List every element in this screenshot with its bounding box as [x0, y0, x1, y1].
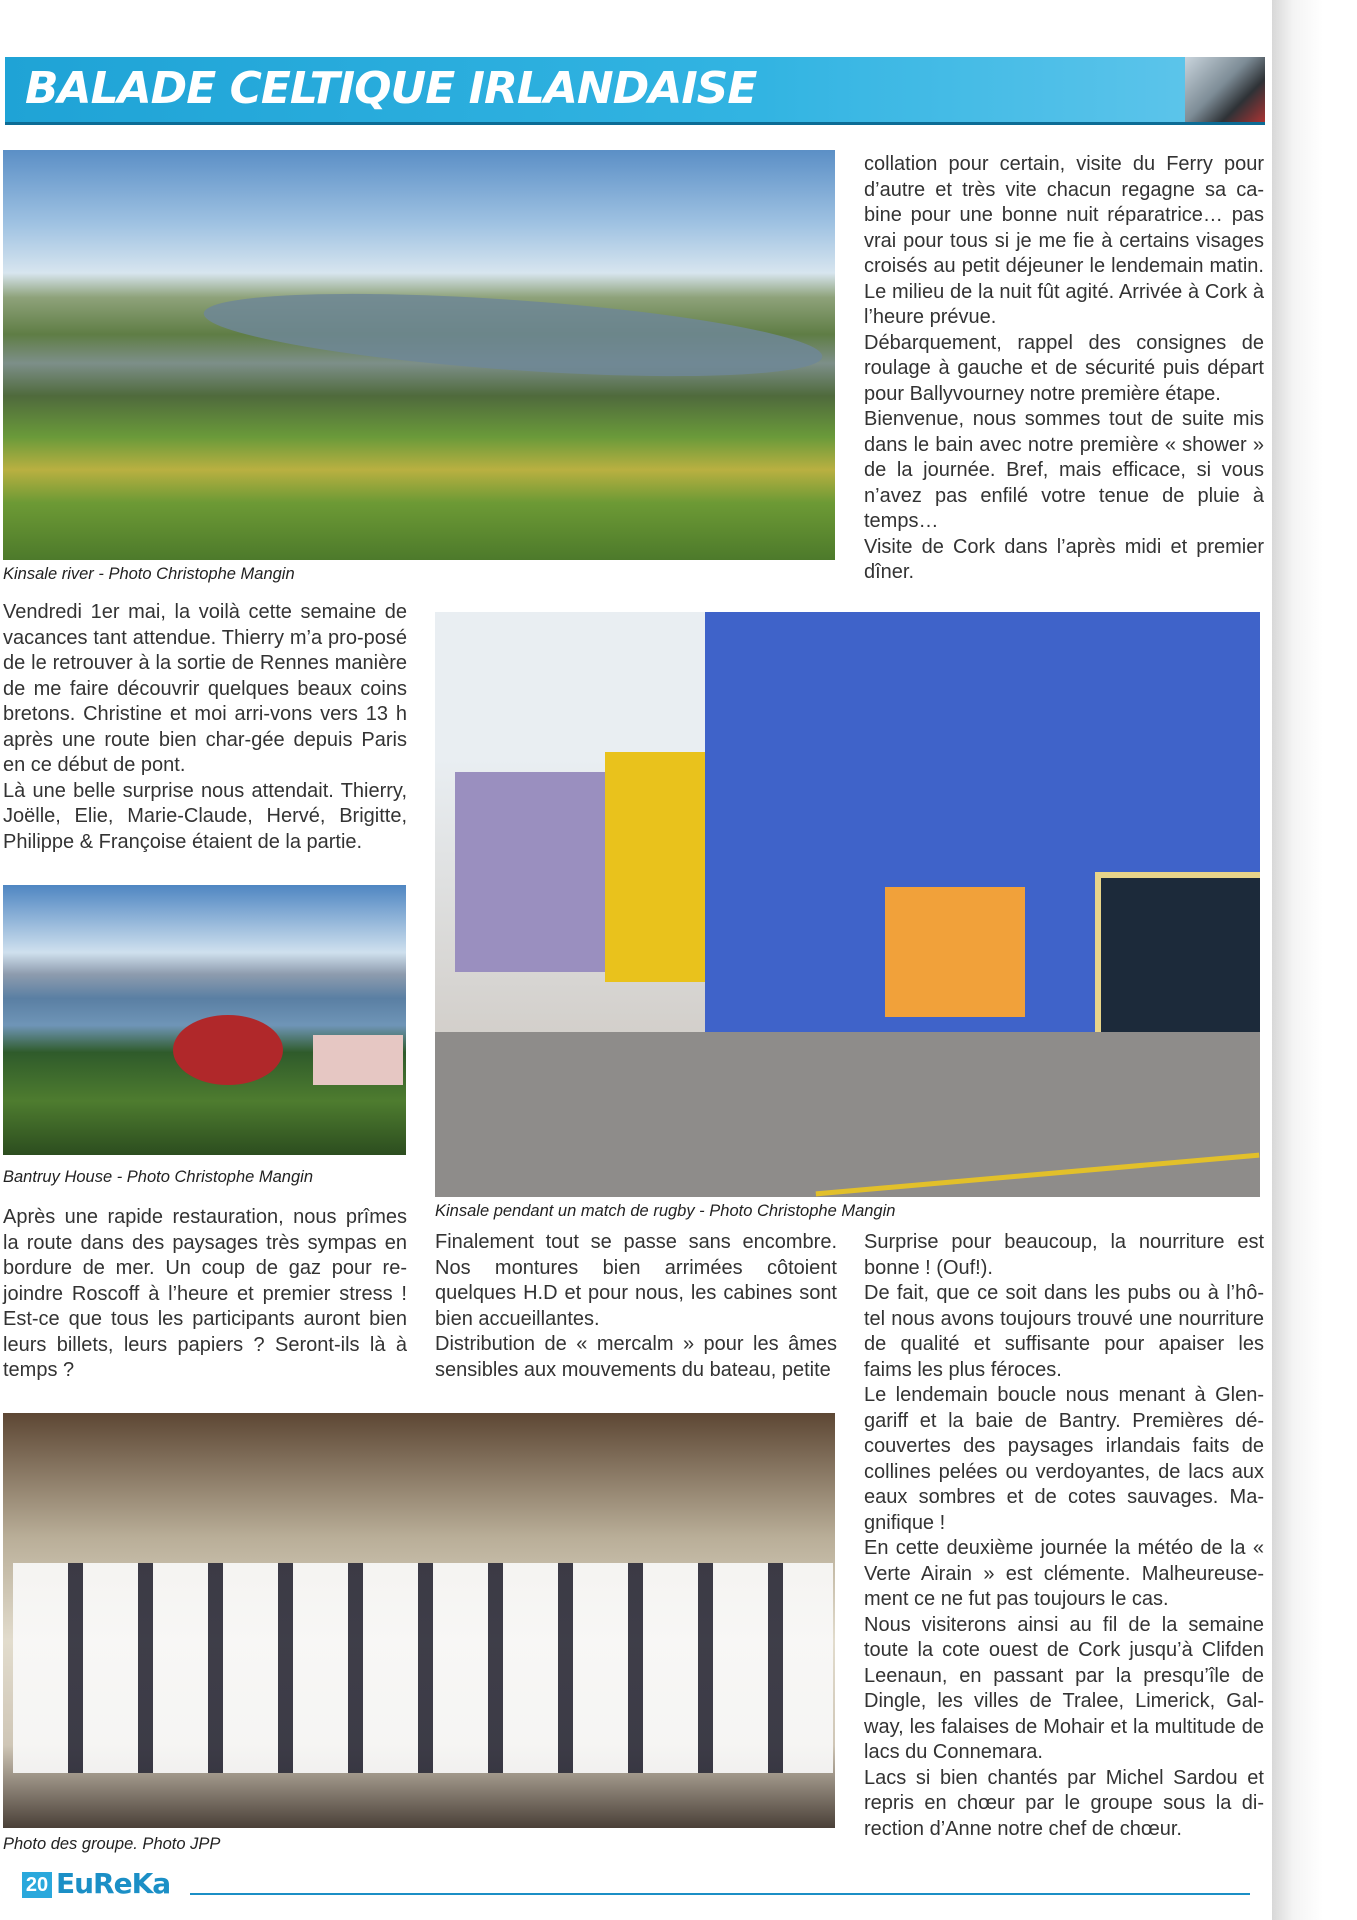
photo-kinsale-river	[3, 150, 835, 560]
yellow-building	[605, 752, 705, 982]
paragraph: Finalement tout se passe sans encombre. Nos montures bien arrimées côtoient quelques H.D et pour nous, les cabines sont bien accueillantes.	[435, 1231, 837, 1330]
red-tree	[173, 1015, 283, 1085]
paragraph: Visite de Cork dans l’après midi et premier dîner.	[864, 535, 1264, 583]
section-header-bar	[5, 57, 1265, 125]
photo-group	[3, 1413, 835, 1828]
caption-kinsale-river: Kinsale river - Photo Christophe Mangin	[3, 565, 295, 583]
paragraph: Débarquement, rappel des consignes de roulage à gauche et de sécurité puis départ pour Ballyvourney notre première étape.	[864, 331, 1264, 405]
paragraph: Bienvenue, nous sommes tout de suite mis dans le bain avec notre première « shower » de la journée. Bref, mais efficace, si vous n’avez pas enfilé votre tenue de pluie à temps…	[864, 408, 1264, 532]
paragraph: Le lendemain boucle nous menant à Glen-gariff et la baie de Bantry. Premières dé-couvertes des paysages irlandais faits de collines pelées ou verdoyantes, de lacs aux eaux sombres et de cotes sauvages. Ma-gnifique !	[864, 1384, 1264, 1534]
article-column-middle-bottom	[435, 1230, 837, 1383]
paragraph: Vendredi 1er mai, la voilà cette semaine de vacances tant attendue. Thierry m’a pro-posé de le retrouver à la sortie de Rennes manière de me faire découvrir quelques beaux coins bretons. Christine et moi arri-vons vers 13 h après une route bien char-gée depuis Paris en ce début de pont.	[3, 601, 407, 776]
photo-bantry-house	[3, 885, 406, 1155]
paragraph: collation pour certain, visite du Ferry pour d’autre et très vite chacun regagne sa ca-bine pour une bonne nuit réparatrice… pas vrai pour tous si je me fie à certains visages croisés au petit déjeuner le lendemain matin. Le milieu de la nuit fût agité. Arrivée à Cork à l’heure prévue.	[864, 153, 1264, 328]
paragraph: Surprise pour beaucoup, la nourriture est bonne ! (Ouf!).	[864, 1231, 1264, 1279]
caption-bantry-house: Bantruy House - Photo Christophe Mangin	[3, 1168, 314, 1186]
paragraph: Après une rapide restauration, nous prîmes la route dans des paysages très sympas en bordure de mer. Un coup de gaz pour re-joindre Roscoff à l’heure et premier stress ! Est-ce que tous les participants auront bien leurs billets, leurs papiers ? Seront-ils là à temps ?	[3, 1206, 407, 1381]
wall-mural	[885, 887, 1025, 1017]
paragraph: Distribution de « mercalm » pour les âmes sensibles aux mouvements du bateau, petite	[435, 1333, 837, 1381]
article-column-right-bottom	[864, 1230, 1264, 1842]
villa	[313, 1035, 403, 1085]
header-motorbike-thumbnail	[1185, 57, 1265, 122]
photo-kinsale-street	[435, 612, 1260, 1197]
article-column-top-right	[864, 152, 1264, 586]
purple-building	[455, 772, 605, 972]
pavement	[435, 1032, 1260, 1197]
magazine-logo: EuReKa	[56, 1867, 171, 1900]
group-members	[13, 1563, 833, 1773]
river	[201, 278, 824, 391]
page-number: 20	[22, 1872, 52, 1898]
article-title: BALADE CELTIQUE IRLANDAISE	[25, 63, 757, 114]
paragraph: En cette deuxième journée la météo de la « Verte Airain » est clémente. Malheureuse-ment ce ne fut pas toujours le cas.	[864, 1537, 1264, 1610]
paragraph: De fait, que ce soit dans les pubs ou à l’hô-tel nous avons toujours trouvé une nourriture de qualité et suffisante pour apaiser les faims les plus féroces.	[864, 1282, 1264, 1381]
article-column-left-bottom	[3, 1205, 407, 1384]
footer-rule	[190, 1893, 1250, 1895]
paragraph: Nous visiterons ainsi au fil de la semaine toute la cote ouest de Cork jusqu’à Clifden Leenaun, en passant par la presqu’île de Dingle, les villes de Tralee, Limerick, Gal-way, les falaises de Mohair et la multitude de lacs du Connemara.	[864, 1613, 1264, 1763]
caption-kinsale-street: Kinsale pendant un match de rugby - Photo Christophe Mangin	[435, 1202, 896, 1220]
page-edge-shadow	[1272, 0, 1357, 1920]
paragraph: Là une belle surprise nous attendait. Thierry, Joëlle, Elie, Marie-Claude, Hervé, Brigitte, Philippe & Françoise étaient de la partie.	[3, 779, 407, 853]
paragraph: Lacs si bien chantés par Michel Sardou et repris en chœur par le groupe sous la di-rection d’Anne notre chef de chœur.	[864, 1766, 1264, 1840]
caption-group-photo: Photo des groupe. Photo JPP	[3, 1835, 221, 1853]
article-column-left-top	[3, 600, 407, 855]
